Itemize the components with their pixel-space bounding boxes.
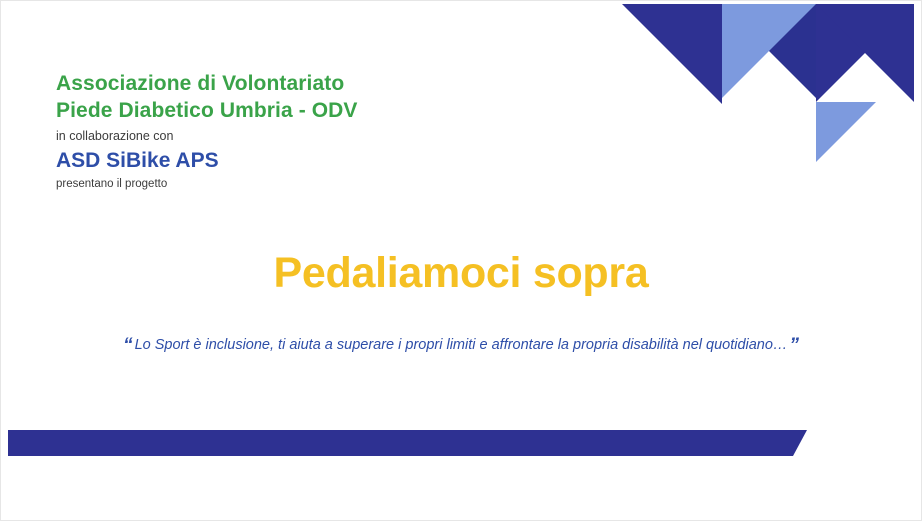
triangle-lightblue-lower-icon [816, 102, 876, 162]
organization-block [56, 70, 576, 192]
triangle-lightblue-mid-icon [722, 4, 816, 98]
organization-name-line-2: Piede Diabetico Umbria - ODV [56, 99, 358, 122]
slide-content-area [8, 4, 914, 496]
decorative-triangles-group [614, 4, 914, 134]
quote-open-mark: “ [123, 335, 133, 356]
triangle-navy-left-icon [622, 4, 722, 104]
organization-name-line-1: Associazione di Volontariato [56, 72, 345, 95]
quote-text-block [8, 334, 914, 357]
presenting-label: presentano il progetto [56, 178, 168, 190]
quote-close-mark: ” [789, 335, 799, 356]
collaboration-label: in collaborazione con [56, 129, 174, 143]
quote-body: Lo Sport è inclusione, ti aiuta a superare i propri limiti e affrontare la propria disabilità nel quotidiano… [134, 337, 788, 353]
page-title: Pedaliamoci sopra [273, 249, 649, 297]
bottom-accent-bar [8, 430, 793, 456]
bottom-accent-bar-tail [793, 430, 807, 456]
triangle-navy-right-icon [816, 4, 914, 102]
partner-name: ASD SiBike APS [56, 149, 219, 172]
